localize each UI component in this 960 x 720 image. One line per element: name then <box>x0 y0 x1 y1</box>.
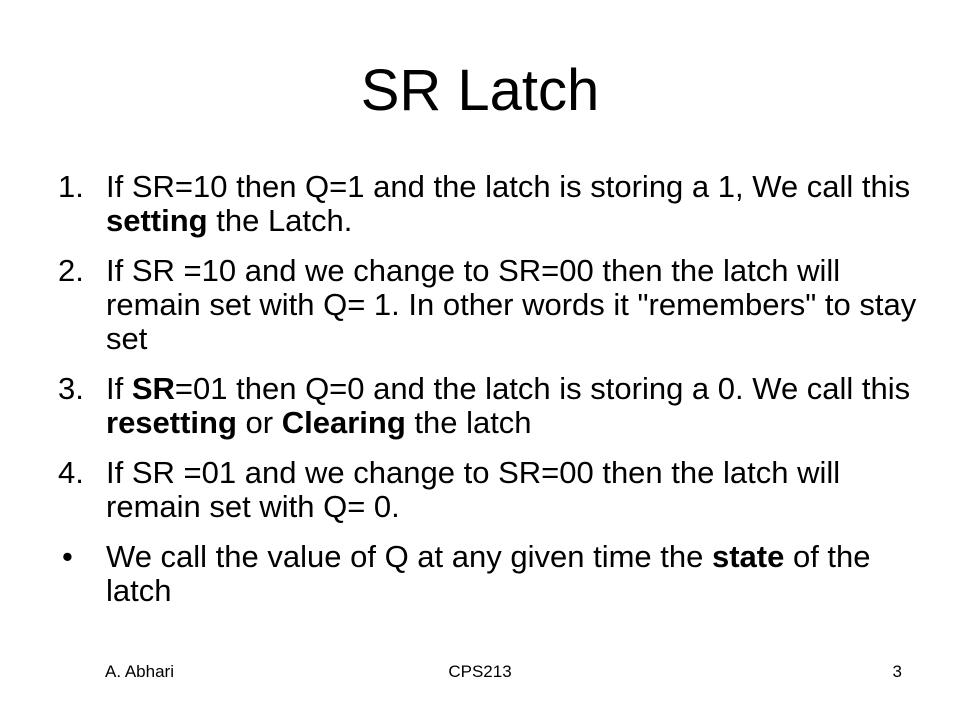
footer-page-number: 3 <box>892 662 902 681</box>
text-run: If <box>106 371 132 406</box>
text-run: the latch <box>405 405 532 440</box>
slide-title: SR Latch <box>360 58 600 123</box>
text-run: of the latch <box>106 539 871 608</box>
list-marker: 4. <box>58 455 84 490</box>
list-item <box>58 456 918 524</box>
bold-term: resetting <box>106 405 237 440</box>
text-run: If SR =01 and we change to SR=00 then the latch will remain set with Q= 0. <box>106 455 841 524</box>
bold-term: setting <box>106 203 208 238</box>
list-marker: 3. <box>58 371 84 406</box>
content-list <box>58 170 918 624</box>
item-text <box>106 455 840 524</box>
list-marker: 1. <box>58 169 84 204</box>
text-run: =01 then Q=0 and the latch is storing a 0. We call this <box>174 371 911 406</box>
item-text <box>106 371 910 440</box>
bold-term: Clearing <box>281 405 406 440</box>
footer-course: CPS213 <box>448 662 512 681</box>
bullet-marker: • <box>62 539 73 574</box>
item-text <box>106 539 871 608</box>
list-item <box>58 254 918 356</box>
footer-author: A. Abhari <box>105 662 174 681</box>
text-run: If SR=10 then Q=1 and the latch is storing a 1, We call this <box>106 169 911 204</box>
bold-term: state <box>711 539 785 574</box>
bold-term: SR <box>131 371 175 406</box>
text-run: If SR =10 and we change to SR=00 then the latch will remain set with Q= 1. In other words it "remembers" to stay set <box>106 253 917 356</box>
list-item <box>58 540 918 608</box>
text-run: the Latch. <box>207 203 353 238</box>
item-text <box>106 253 916 356</box>
list-item <box>58 372 918 440</box>
text-run: We call the value of Q at any given time the <box>106 539 712 574</box>
list-marker: 2. <box>58 253 84 288</box>
text-run: or <box>236 405 282 440</box>
item-text <box>106 169 910 238</box>
list-item <box>58 170 918 238</box>
